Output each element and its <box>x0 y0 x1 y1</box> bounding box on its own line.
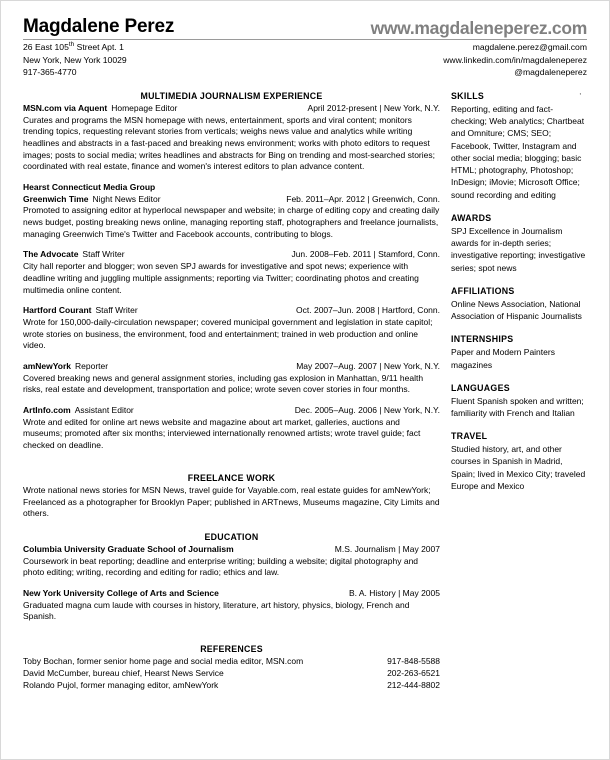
sidebar-heading-affiliations: AFFILIATIONS <box>451 286 515 297</box>
freelance-description: Wrote national news stories for MSN News, travel guide for Vayable.com, real estate guides for amNewYork; Freelanced as a photographer for Brooklyn Paper; published in ARTnews, Museums magazine, City Limits and others. <box>23 484 440 519</box>
spacer <box>23 461 440 472</box>
section-heading-education: EDUCATION <box>204 531 259 542</box>
address-street-number: 26 East 105 <box>23 41 69 52</box>
address-line-2: New York, New York 10029 <box>23 54 127 65</box>
experience-entry-header <box>23 305 440 317</box>
spacer <box>23 520 440 531</box>
experience-entry <box>23 405 440 452</box>
sidebar-heading-awards: AWARDS <box>451 213 492 224</box>
contact-right-block <box>443 41 587 79</box>
sidebar-body-affiliations: Online News Association, National Association of Hispanic Journalists <box>451 298 582 322</box>
education-entry <box>23 588 440 623</box>
experience-dates-location: Dec. 2005–Aug. 2006 | New York, N.Y. <box>294 405 440 416</box>
education-entry-header <box>23 588 440 600</box>
reference-row <box>23 656 440 668</box>
experience-job-title: Night News Editor <box>92 193 161 204</box>
main-column <box>23 90 440 692</box>
experience-description: Wrote for 150,000-daily-circulation newspaper; covered municipal government and legislation in state capitol; wrote stories on business, the environment, food and entertainment; trained in web production and online video. <box>23 316 433 351</box>
sidebar-heading-internships: INTERNSHIPS <box>451 334 514 345</box>
sidebar-body-internships: Paper and Modern Painters magazines <box>451 347 555 370</box>
sidebar-body-travel: Studied history, art, and other courses in Spanish in Madrid, Spain; lived in Mexico City; traveled Europe and Mexico <box>451 443 586 491</box>
experience-job-title: Staff Writer <box>95 305 138 316</box>
sidebar-body-skills: Reporting, editing and fact-checking; Web analytics; Chartbeat and Omniture; CMS; SEO; Facebook, Twitter, Instagram and other social media; blogging; basic HTML; photography, Photoshop; InDesign; iMovie; Microsoft Office; sound recording and editing <box>451 103 585 200</box>
sidebar-body-languages: Fluent Spanish spoken and written; familiarity with French and Italian <box>451 395 584 418</box>
experience-organization: Greenwich Time <box>23 193 89 204</box>
experience-description: Wrote and edited for online art news website and magazine about art market, galleries, auctions and museums; promoted after six months; interviewed internationally renowned artists; wrote travel guide; fact checked on deadline. <box>23 416 421 451</box>
reference-phone: 202-263-6521 <box>387 667 440 678</box>
sidebar-heading-travel: TRAVEL <box>451 431 488 442</box>
reference-row <box>23 680 440 692</box>
section-heading-experience: MULTIMEDIA JOURNALISM EXPERIENCE <box>140 90 323 101</box>
header-divider <box>23 39 587 40</box>
sidebar-column <box>451 90 587 692</box>
reference-name: Rolando Pujol, former managing editor, amNewYork <box>23 679 219 690</box>
contact-left-block <box>23 41 127 79</box>
experience-org-title <box>23 194 161 206</box>
experience-organization: The Advocate <box>23 249 79 260</box>
education-institution: New York University College of Arts and Science <box>23 588 219 599</box>
experience-entry-header <box>23 361 440 373</box>
experience-entry-header <box>23 194 440 206</box>
experience-job-title: Staff Writer <box>82 249 125 260</box>
sidebar-heading-languages: LANGUAGES <box>451 382 510 393</box>
address-ordinal-suffix: th <box>68 41 75 49</box>
experience-entry-header <box>23 405 440 417</box>
column-gap <box>440 90 451 692</box>
experience-entry <box>23 305 440 352</box>
education-entry <box>23 544 440 579</box>
experience-dates-location: May 2007–Aug. 2007 | New York, N.Y. <box>296 360 440 371</box>
experience-dates-location: Feb. 2011–Apr. 2012 | Greenwich, Conn. <box>286 193 440 204</box>
experience-entry-header <box>23 103 440 115</box>
reference-phone: 917-848-5588 <box>387 656 440 667</box>
experience-job-title: Reporter <box>75 360 109 371</box>
experience-org-title <box>23 305 138 317</box>
address-line-1 <box>23 41 127 54</box>
section-heading-freelance: FREELANCE WORK <box>187 472 276 483</box>
experience-entry <box>23 361 440 396</box>
experience-dates-location: Jun. 2008–Feb. 2011 | Stamford, Conn. <box>291 249 440 260</box>
experience-org-title <box>23 103 177 115</box>
resume-header <box>23 17 587 37</box>
experience-description: Covered breaking news and general assignment stories, including gas explosion in Manhattan, 9/11 health risks, real estate and development, transportation and police; wrote seven cover stories in four months. <box>23 372 424 395</box>
experience-dates-location: April 2012-present | New York, N.Y. <box>307 102 440 113</box>
address-street-rest: Street Apt. 1 <box>74 41 124 52</box>
experience-org-title <box>23 361 108 373</box>
references-list <box>23 656 440 691</box>
experience-entry-header <box>23 249 440 261</box>
personal-website-link[interactable]: www.magdaleneperez.com <box>370 17 587 38</box>
reference-phone: 212-444-8802 <box>387 679 440 690</box>
experience-entry <box>23 182 440 240</box>
stray-apostrophe-artifact: ' <box>579 91 581 101</box>
education-description: Graduated magna cum laude with courses in history, literature, art history, physics, biology, French and Spanish. <box>23 599 410 622</box>
experience-entry <box>23 249 440 296</box>
contact-info <box>23 41 587 79</box>
education-degree-date: B. A. History | May 2005 <box>348 588 440 599</box>
experience-organization: MSN.com via Aquent <box>23 102 108 113</box>
linkedin-url[interactable]: www.linkedin.com/in/magdaleneperez <box>443 54 587 65</box>
experience-parent-organization: Hearst Connecticut Media Group <box>23 182 156 193</box>
experience-entry <box>23 103 440 173</box>
reference-name: David McCumber, bureau chief, Hearst News Service <box>23 667 224 678</box>
spacer <box>23 632 440 643</box>
email-address[interactable]: magdalene.perez@gmail.com <box>472 41 587 52</box>
experience-description: Curates and programs the MSN homepage with news, entertainment, sports and viral content; monitors trending topics, requesting relevant stories from verticals; weighs news value and analytics while writing headlines and abstracts in a fast-paced and breaking news environment; works with photo editors to request images; posts to social media; writes headlines and abstracts for Bing on trending and most-searched stories; coordinated with real estate, finance and women's interest editors to plan advance content. <box>23 114 435 172</box>
experience-dates-location: Oct. 2007–Jun. 2008 | Hartford, Conn. <box>296 305 440 316</box>
education-degree-date: M.S. Journalism | May 2007 <box>334 544 440 555</box>
experience-description: City hall reporter and blogger; won seven SPJ awards for investigative and spot news; experience with deadline writing and juggling multiple assignments; reporting via Twitter; coordinating photos and creating multimedia online content. <box>23 261 419 295</box>
experience-organization: Hartford Courant <box>23 305 92 316</box>
reference-row <box>23 668 440 680</box>
experience-organization: amNewYork <box>23 360 72 371</box>
section-heading-references: REFERENCES <box>200 644 263 655</box>
reference-name: Toby Bochan, former senior home page and social media editor, MSN.com <box>23 656 304 667</box>
page-title: Magdalene Perez <box>23 16 175 37</box>
resume-body <box>23 90 587 692</box>
experience-job-title: Homepage Editor <box>111 102 178 113</box>
experience-org-title <box>23 405 134 417</box>
education-entry-header <box>23 544 440 556</box>
experience-organization: ArtInfo.com <box>23 405 71 416</box>
phone-number: 917-365-4770 <box>23 67 77 78</box>
sidebar-body-awards: SPJ Excellence in Journalism awards for in-depth series; investigative reporting; investigative series; spot news <box>451 225 586 273</box>
experience-org-title <box>23 249 125 261</box>
sidebar-heading-skills: SKILLS <box>451 90 485 101</box>
twitter-handle[interactable]: @magdaleneperez <box>514 67 587 78</box>
education-description: Coursework in beat reporting; deadline and enterprise writing; building a website; digital photography and photo editing; writing, recording and editing for radio; ethics and law. <box>23 555 419 578</box>
experience-job-title: Assistant Editor <box>74 405 134 416</box>
experience-description: Promoted to assigning editor at hyperlocal newspaper and website; in charge of editing copy and creating daily news budget, posting breaking news online, managing reporting staff, photographers and freelance journalists, managing Greenwich Time's Twitter and Facebook accounts, contributing to blogs. <box>23 205 440 239</box>
education-institution: Columbia University Graduate School of Journalism <box>23 544 234 555</box>
